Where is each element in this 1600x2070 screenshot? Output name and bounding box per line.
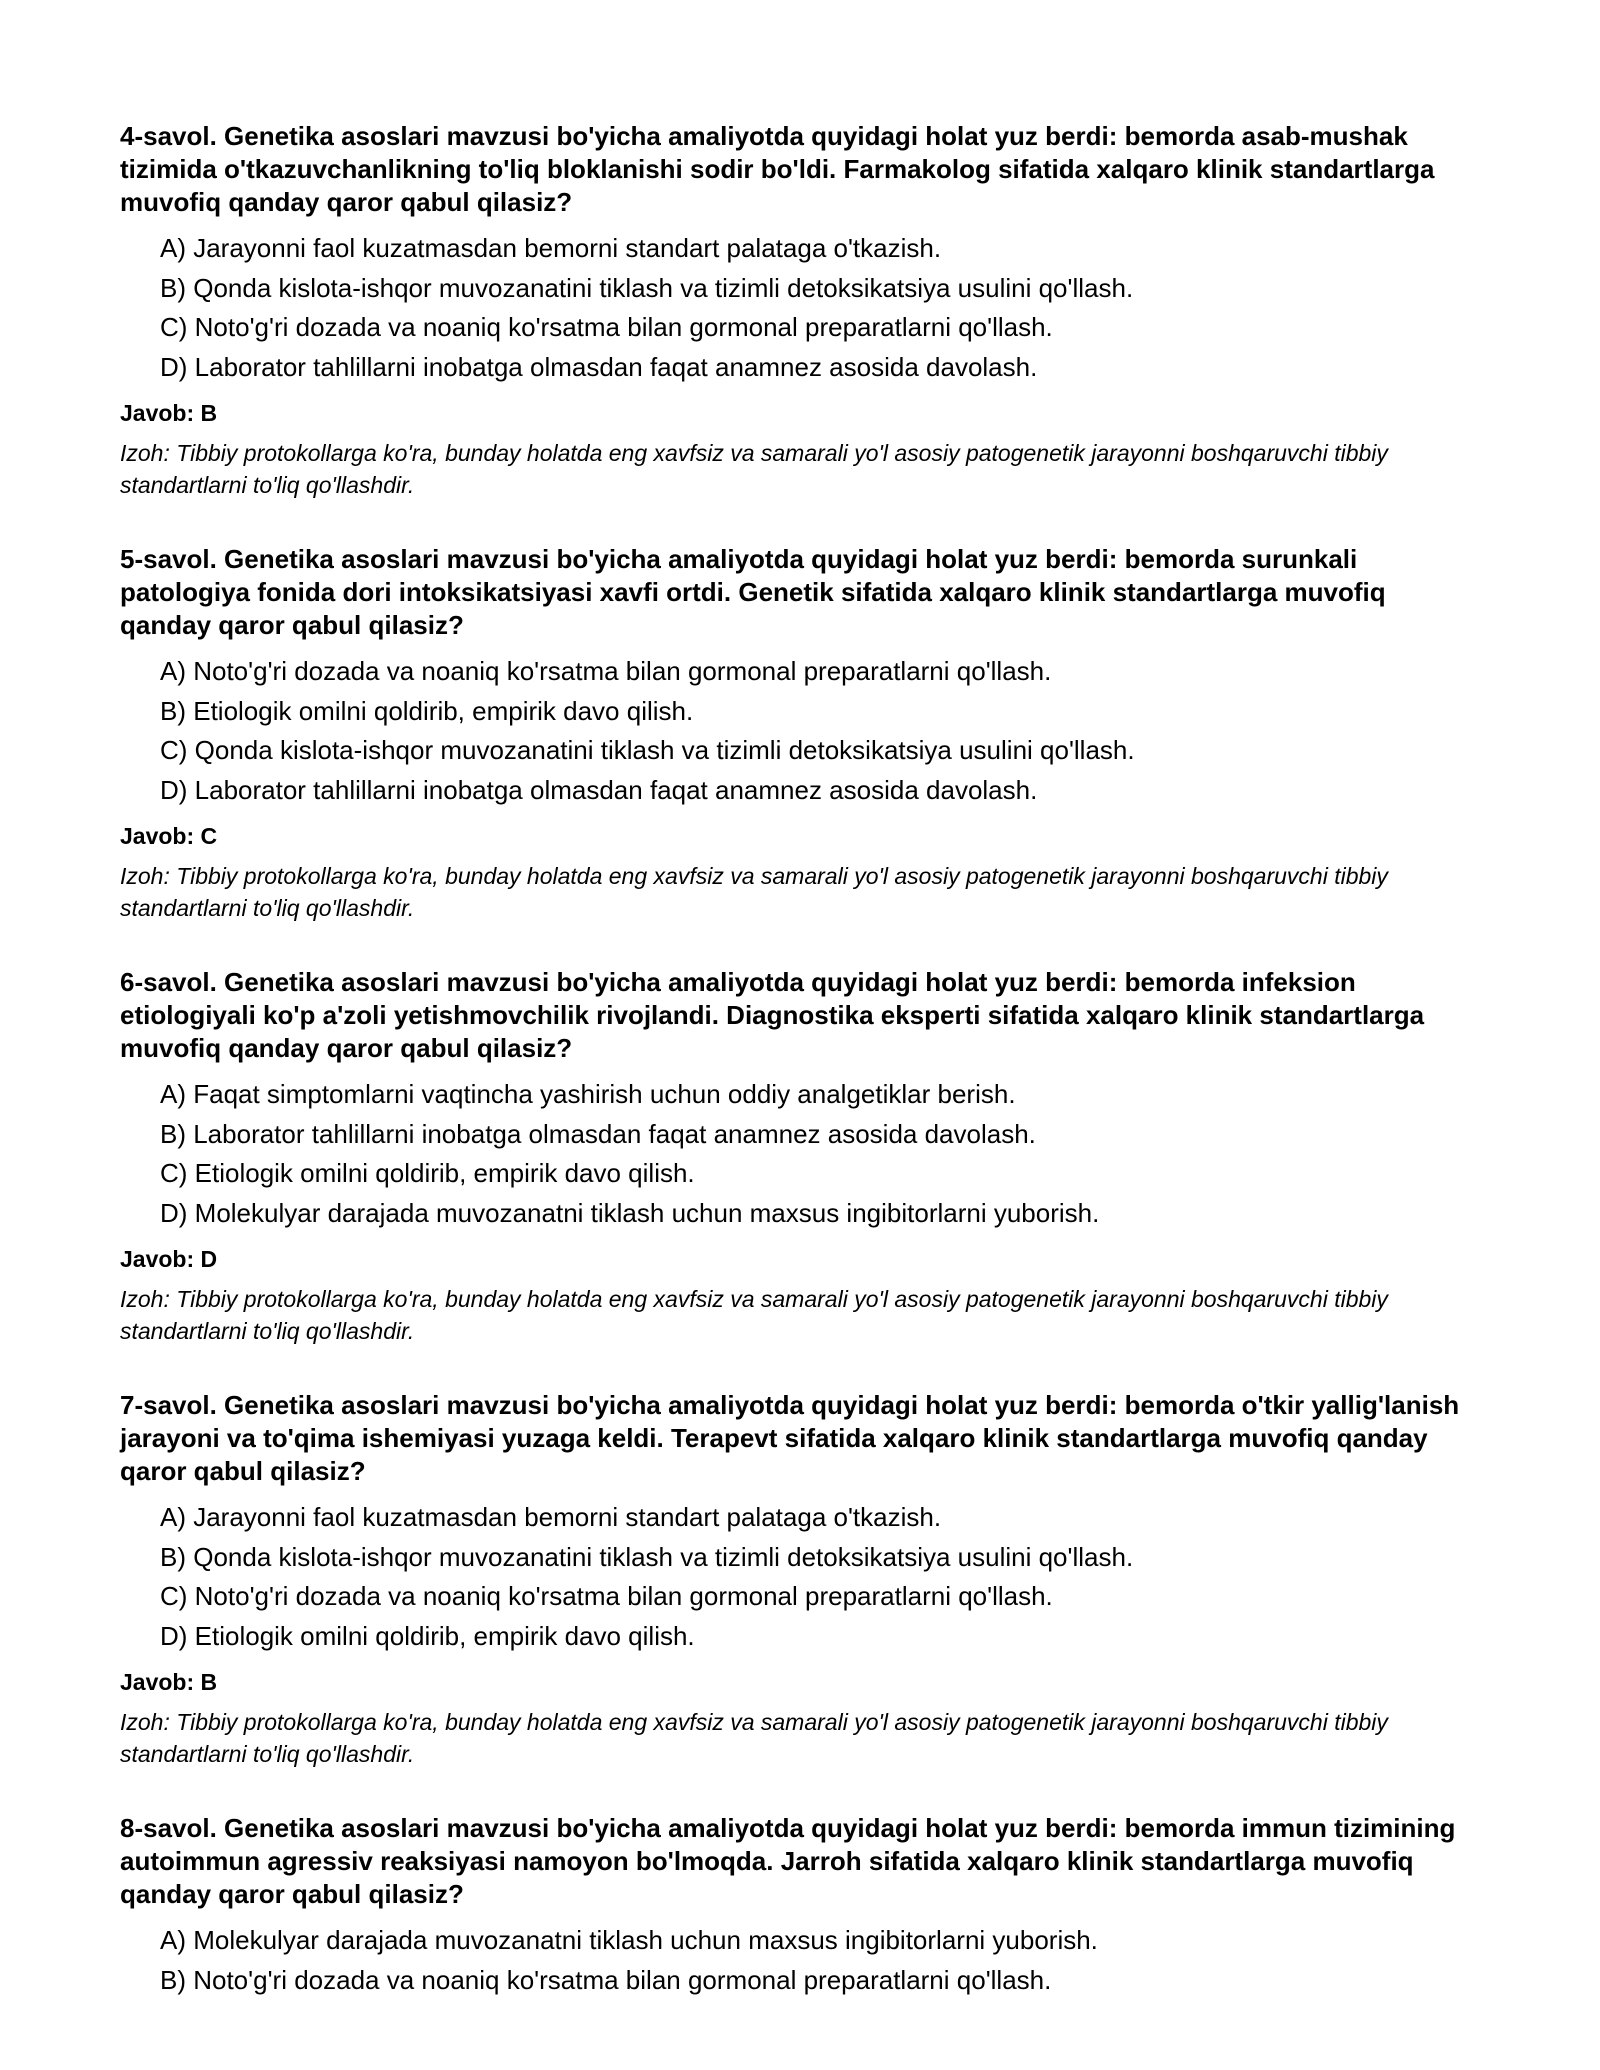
option-b: B) Qonda kislota-ishqor muvozanatini tiklash va tizimli detoksikatsiya usulini qo'llash. xyxy=(160,272,1134,303)
question-4 xyxy=(120,120,1480,501)
answer: Javob: D xyxy=(120,1246,218,1272)
options-list xyxy=(160,1921,1480,2000)
option-b: B) Noto'g'ri dozada va noaniq ko'rsatma bilan gormonal preparatlarni qo'llash. xyxy=(160,1964,1052,1995)
question-6 xyxy=(120,966,1480,1347)
option-d: D) Molekulyar darajada muvozanatni tiklash uchun maxsus ingibitorlarni yuborish. xyxy=(160,1197,1100,1228)
option-a: A) Jarayonni faol kuzatmasdan bemorni standart palataga o'tkazish. xyxy=(160,1502,942,1532)
option-d: D) Laborator tahlillarni inobatga olmasdan faqat anamnez asosida davolash. xyxy=(160,351,1038,382)
options-list xyxy=(160,229,1480,387)
option-c: C) Noto'g'ri dozada va noaniq ko'rsatma bilan gormonal preparatlarni qo'llash. xyxy=(160,312,1053,342)
option-b: B) Etiologik omilni qoldirib, empirik davo qilish. xyxy=(160,695,694,726)
option-a: A) Noto'g'ri dozada va noaniq ko'rsatma bilan gormonal preparatlarni qo'llash. xyxy=(160,656,1052,686)
options-list xyxy=(160,1498,1480,1656)
explanation-note: Izoh: Tibbiy protokollarga ko'ra, bunday holatda eng xavfsiz va samarali yo'l asosiy patogenetik jarayonni boshqaruvchi tibbiy standartlarni to'liq qo'llashdir. xyxy=(120,440,1388,498)
option-c: C) Etiologik omilni qoldirib, empirik davo qilish. xyxy=(160,1158,695,1188)
question-text: 7-savol. Genetika asoslari mavzusi bo'yicha amaliyotda quyidagi holat yuz berdi: bemorda o'tkir yallig'lanish jarayoni va to'qima ishemiyasi yuzaga keldi. Terapevt sifatida xalqaro klinik standartlarga muvofiq qanday qaror qabul qilasiz? xyxy=(120,1390,1460,1486)
answer: Javob: B xyxy=(120,400,218,426)
question-text: 8-savol. Genetika asoslari mavzusi bo'yicha amaliyotda quyidagi holat yuz berdi: bemorda immun tizimining autoimmun agressiv reaksiyasi namoyon bo'lmoqda. Jarroh sifatida xalqaro klinik standartlarga muvofiq qanday qaror qabul qilasiz? xyxy=(120,1813,1456,1909)
option-d: D) Laborator tahlillarni inobatga olmasdan faqat anamnez asosida davolash. xyxy=(160,774,1038,805)
question-5 xyxy=(120,543,1480,924)
question-7 xyxy=(120,1389,1480,1770)
option-b: B) Qonda kislota-ishqor muvozanatini tiklash va tizimli detoksikatsiya usulini qo'llash. xyxy=(160,1541,1134,1572)
document-page xyxy=(120,120,1480,2012)
question-text: 5-savol. Genetika asoslari mavzusi bo'yicha amaliyotda quyidagi holat yuz berdi: bemorda surunkali patologiya fonida dori intoksikatsiyasi xavfi ortdi. Genetik sifatida xalqaro klinik standartlarga muvofiq qanday qaror qabul qilasiz? xyxy=(120,544,1386,640)
explanation-note: Izoh: Tibbiy protokollarga ko'ra, bunday holatda eng xavfsiz va samarali yo'l asosiy patogenetik jarayonni boshqaruvchi tibbiy standartlarni to'liq qo'llashdir. xyxy=(120,1286,1388,1344)
question-8 xyxy=(120,1812,1480,2000)
option-c: C) Noto'g'ri dozada va noaniq ko'rsatma bilan gormonal preparatlarni qo'llash. xyxy=(160,1581,1053,1611)
answer: Javob: C xyxy=(120,823,218,849)
question-text: 6-savol. Genetika asoslari mavzusi bo'yicha amaliyotda quyidagi holat yuz berdi: bemorda infeksion etiologiyali ko'p a'zoli yetishmovchilik rivojlandi. Diagnostika eksperti sifatida xalqaro klinik standartlarga muvofiq qanday qaror qabul qilasiz? xyxy=(120,967,1425,1063)
option-d: D) Etiologik omilni qoldirib, empirik davo qilish. xyxy=(160,1620,695,1651)
question-text: 4-savol. Genetika asoslari mavzusi bo'yicha amaliyotda quyidagi holat yuz berdi: bemorda asab-mushak tizimida o'tkazuvchanlikning to'liq bloklanishi sodir bo'ldi. Farmakolog sifatida xalqaro klinik standartlarga muvofiq qanday qaror qabul qilasiz? xyxy=(120,121,1435,217)
answer: Javob: B xyxy=(120,1669,218,1695)
option-c: C) Qonda kislota-ishqor muvozanatini tiklash va tizimli detoksikatsiya usulini qo'llash. xyxy=(160,735,1135,765)
option-a: A) Jarayonni faol kuzatmasdan bemorni standart palataga o'tkazish. xyxy=(160,233,942,263)
explanation-note: Izoh: Tibbiy protokollarga ko'ra, bunday holatda eng xavfsiz va samarali yo'l asosiy patogenetik jarayonni boshqaruvchi tibbiy standartlarni to'liq qo'llashdir. xyxy=(120,863,1388,921)
options-list xyxy=(160,1075,1480,1233)
options-list xyxy=(160,652,1480,810)
option-a: A) Faqat simptomlarni vaqtincha yashirish uchun oddiy analgetiklar berish. xyxy=(160,1079,1016,1109)
option-b: B) Laborator tahlillarni inobatga olmasdan faqat anamnez asosida davolash. xyxy=(160,1118,1036,1149)
option-a: A) Molekulyar darajada muvozanatni tiklash uchun maxsus ingibitorlarni yuborish. xyxy=(160,1925,1098,1955)
explanation-note: Izoh: Tibbiy protokollarga ko'ra, bunday holatda eng xavfsiz va samarali yo'l asosiy patogenetik jarayonni boshqaruvchi tibbiy standartlarni to'liq qo'llashdir. xyxy=(120,1709,1388,1767)
